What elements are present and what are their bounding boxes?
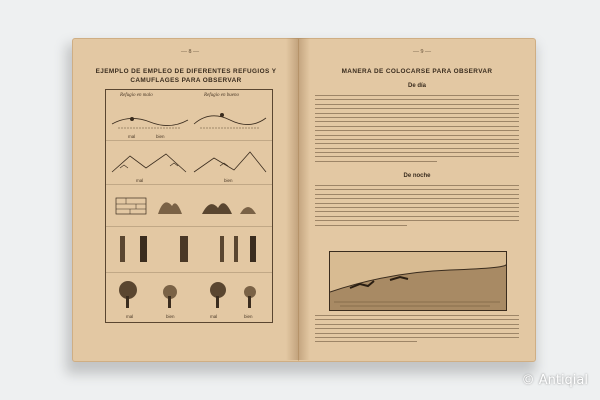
- row-label: mal: [210, 314, 218, 319]
- tree-trunk-sketch: [110, 234, 268, 264]
- section-heading-night: De noche: [403, 173, 431, 179]
- wall-sketch: [110, 192, 268, 218]
- left-page: [72, 38, 300, 362]
- night-text-block: [315, 185, 519, 229]
- column-heading-right: Refugio en bueno: [204, 93, 239, 98]
- row-label: mal: [126, 314, 134, 319]
- right-page: [298, 38, 536, 362]
- illustration-grid: [105, 89, 273, 323]
- tree-crown-sketch: [110, 280, 268, 310]
- watermark: © Antiqial: [521, 373, 588, 388]
- row-label: bien: [156, 134, 165, 139]
- book-spine-fold: [286, 38, 310, 360]
- hillside-sketch: [330, 252, 506, 310]
- grid-row-4: [106, 228, 272, 273]
- row-label: bien: [166, 314, 175, 319]
- left-page-number: — 8 —: [181, 49, 199, 55]
- terrain-sketch: [110, 106, 268, 132]
- left-page-title: EJEMPLO DE EMPLEO DE DIFERENTES REFUGIOS Y CAMUFLAGES PARA OBSERVAR: [95, 68, 277, 84]
- hill-sketch: [110, 148, 268, 176]
- right-page-title: MANERA DE COLOCARSE PARA OBSERVAR: [341, 68, 493, 75]
- day-text-block: [315, 95, 519, 165]
- grid-row-3: [106, 186, 272, 227]
- row-label: mal: [128, 134, 136, 139]
- night-observation-illustration: [329, 251, 507, 311]
- right-page-number: — 9 —: [413, 49, 431, 55]
- closing-text-block: [315, 315, 519, 346]
- grid-row-1: [106, 100, 272, 141]
- grid-row-5: [106, 274, 272, 320]
- row-label: mal: [136, 178, 144, 183]
- row-label: bien: [244, 314, 253, 319]
- column-heading-left: Refugio en malo: [120, 93, 153, 98]
- row-label: bien: [224, 178, 233, 183]
- section-heading-day: De día: [407, 83, 426, 89]
- grid-row-2: [106, 142, 272, 185]
